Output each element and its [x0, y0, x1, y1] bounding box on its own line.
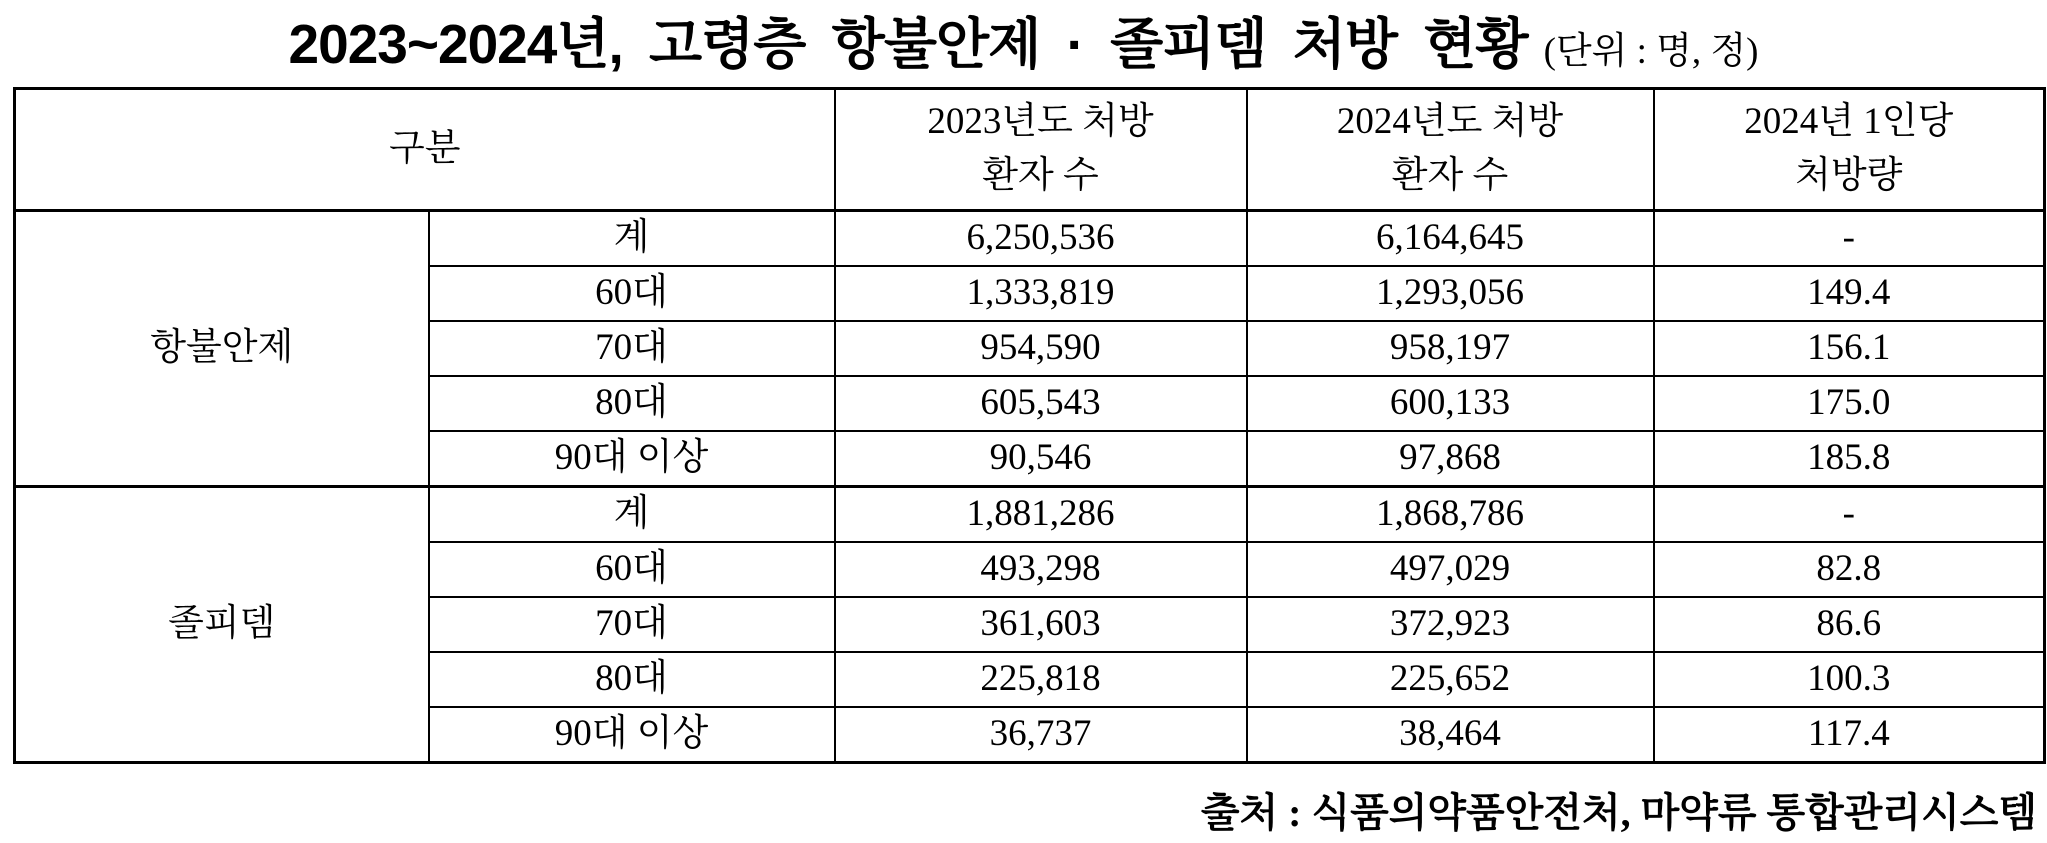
age-group: 70대 — [429, 321, 835, 376]
patients-2024: 600,133 — [1247, 376, 1654, 431]
page-title — [0, 0, 2047, 75]
source-note: 출처 : 식품의약품안전처, 마약류 통합관리시스템 — [1200, 790, 2037, 835]
drug-name-anxiolytic: 항불안제 — [15, 211, 429, 487]
per-capita-2024: - — [1654, 211, 2045, 267]
header-2023-line2: 환자 수 — [982, 155, 1099, 197]
patients-2023: 6,250,536 — [835, 211, 1247, 267]
age-group: 60대 — [429, 266, 835, 321]
header-per-capita-line2: 처방량 — [1795, 155, 1903, 197]
patients-2023: 493,298 — [835, 542, 1247, 597]
header-2023-line1: 2023년도 처방 — [927, 101, 1154, 143]
header-2024-line1: 2024년도 처방 — [1336, 101, 1564, 143]
age-group: 계 — [429, 211, 835, 267]
patients-2024: 1,293,056 — [1247, 266, 1654, 321]
header-category: 구분 — [15, 89, 835, 211]
header-per-capita — [1654, 89, 2045, 211]
prescription-table — [13, 87, 2046, 764]
age-group: 60대 — [429, 542, 835, 597]
patients-2024: 225,652 — [1247, 652, 1654, 707]
per-capita-2024: 149.4 — [1654, 266, 2045, 321]
title-unit-note: (단위 : 명, 정) — [1543, 31, 1759, 72]
patients-2023: 954,590 — [835, 321, 1247, 376]
age-group: 계 — [429, 487, 835, 543]
patients-2023: 225,818 — [835, 652, 1247, 707]
header-2024-line2: 환자 수 — [1391, 155, 1509, 197]
per-capita-2024: - — [1654, 487, 2045, 543]
patients-2023: 36,737 — [835, 707, 1247, 763]
header-row — [15, 89, 2045, 211]
per-capita-2024: 86.6 — [1654, 597, 2045, 652]
per-capita-2024: 82.8 — [1654, 542, 2045, 597]
header-2024-patients — [1247, 89, 1654, 211]
per-capita-2024: 175.0 — [1654, 376, 2045, 431]
per-capita-2024: 185.8 — [1654, 431, 2045, 487]
age-group: 90대 이상 — [429, 431, 835, 487]
patients-2023: 361,603 — [835, 597, 1247, 652]
header-2024-stack — [1248, 90, 1653, 209]
patients-2024: 497,029 — [1247, 542, 1654, 597]
patients-2024: 97,868 — [1247, 431, 1654, 487]
age-group: 70대 — [429, 597, 835, 652]
table-row — [15, 211, 2045, 267]
age-group: 80대 — [429, 376, 835, 431]
age-group: 80대 — [429, 652, 835, 707]
title-text: 2023~2024년, 고령층 항불안제 · 졸피뎀 처방 현황 — [288, 13, 1528, 75]
header-2023-patients — [835, 89, 1247, 211]
table-row — [15, 487, 2045, 543]
patients-2023: 1,881,286 — [835, 487, 1247, 543]
patients-2024: 958,197 — [1247, 321, 1654, 376]
age-group: 90대 이상 — [429, 707, 835, 763]
per-capita-2024: 100.3 — [1654, 652, 2045, 707]
patients-2023: 605,543 — [835, 376, 1247, 431]
patients-2024: 6,164,645 — [1247, 211, 1654, 267]
header-2023-stack — [836, 90, 1246, 209]
header-per-capita-stack — [1655, 90, 2044, 209]
drug-name-zolpidem: 졸피뎀 — [15, 487, 429, 763]
patients-2023: 1,333,819 — [835, 266, 1247, 321]
header-per-capita-line1: 2024년 1인당 — [1744, 101, 1954, 143]
patients-2023: 90,546 — [835, 431, 1247, 487]
patients-2024: 372,923 — [1247, 597, 1654, 652]
per-capita-2024: 156.1 — [1654, 321, 2045, 376]
patients-2024: 1,868,786 — [1247, 487, 1654, 543]
per-capita-2024: 117.4 — [1654, 707, 2045, 763]
patients-2024: 38,464 — [1247, 707, 1654, 763]
